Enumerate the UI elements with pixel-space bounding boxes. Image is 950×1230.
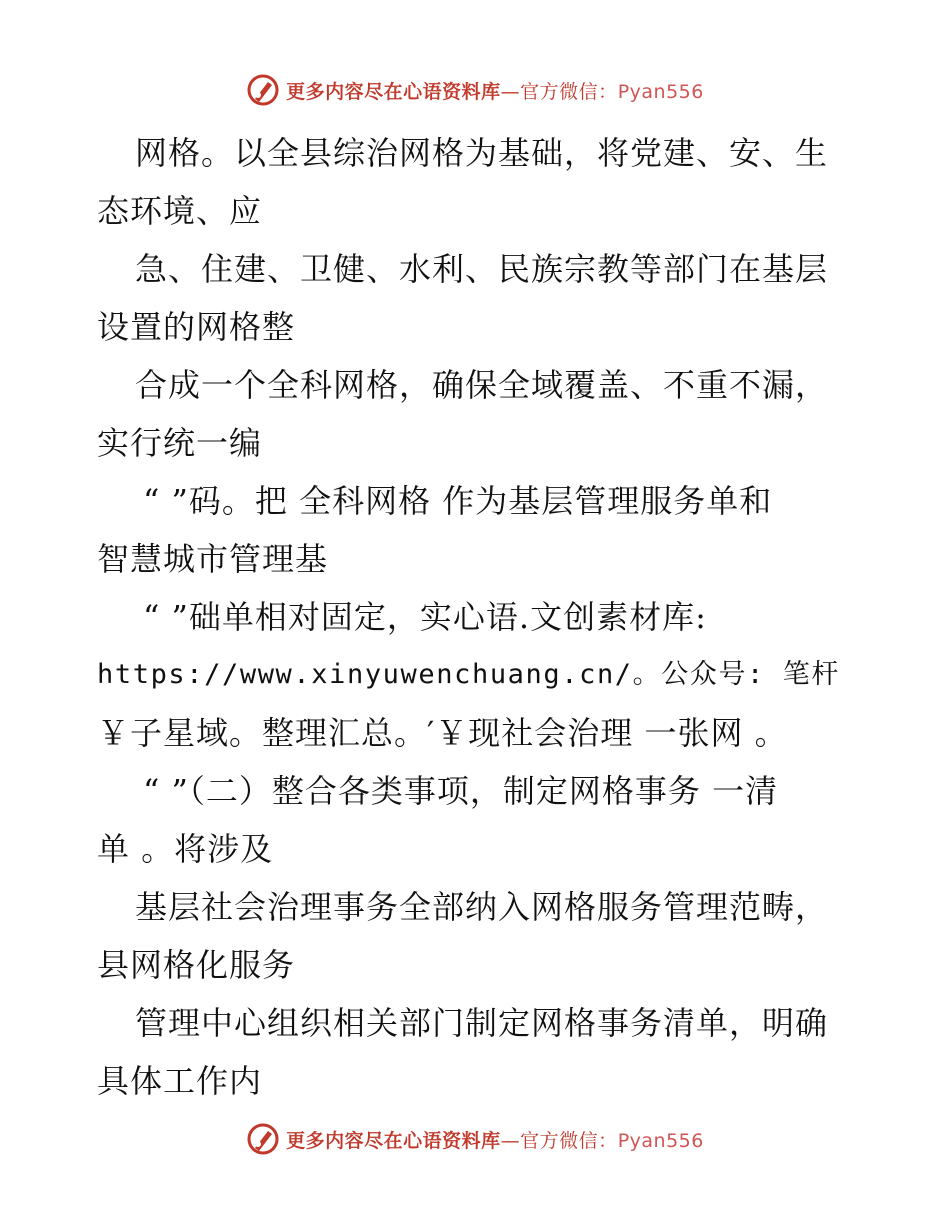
footer-text xyxy=(286,1126,704,1153)
body-line: 设置的网格整 xyxy=(97,308,296,346)
body-line: 网格。以全县综治网格为基础，将党建、安、生 xyxy=(135,134,829,172)
body-line: 单 。将涉及 xyxy=(97,830,274,868)
header-brand-text: 更多内容尽在心语资料库 xyxy=(286,80,501,103)
footer-dash: — xyxy=(500,1129,521,1152)
body-line-url: https://www.xinyuwenchuang.cn/。公众号: 笔杆 xyxy=(97,659,840,690)
header-text xyxy=(286,77,704,104)
body-line: 合成一个全科网格，确保全域覆盖、不重不漏， xyxy=(135,366,829,404)
body-line: 管理中心组织相关部门制定网格事务清单，明确 xyxy=(135,1004,829,1042)
header-dash: — xyxy=(500,80,521,103)
body-line: 实行统一编 xyxy=(97,424,263,462)
header-banner xyxy=(0,70,950,110)
header-wechat-label: 官方微信： xyxy=(520,80,618,103)
body-line: 智慧城市管理基 xyxy=(97,540,329,578)
body-line: “ ”码。把 全科网格 作为基层管理服务单和 xyxy=(143,482,773,520)
body-line: ￥子星域。整理汇总。′￥现社会治理 一张网 。 xyxy=(97,714,788,752)
body-line: “ ”（二）整合各类事项，制定网格事务 一清 xyxy=(143,772,779,810)
document-body xyxy=(97,124,857,1110)
body-line: 急、住建、卫健、水利、民族宗教等部门在基层 xyxy=(135,250,829,288)
footer-brand-text: 更多内容尽在心语资料库 xyxy=(286,1129,501,1152)
body-line: 基层社会治理事务全部纳入网格服务管理范畴， xyxy=(135,888,829,926)
footer-banner xyxy=(0,1119,950,1159)
body-line: “ ”础单相对固定，实心语.文创素材库: xyxy=(143,598,707,636)
body-line: 具体工作内 xyxy=(97,1062,263,1100)
header-wechat-id: Pyan556 xyxy=(617,80,704,103)
pen-circle-logo-icon xyxy=(246,1122,280,1156)
footer-wechat-label: 官方微信： xyxy=(520,1129,618,1152)
body-line: 县网格化服务 xyxy=(97,946,296,984)
body-line: 态环境、应 xyxy=(97,192,263,230)
pen-circle-logo-icon xyxy=(246,73,280,107)
footer-wechat-id: Pyan556 xyxy=(617,1129,704,1152)
